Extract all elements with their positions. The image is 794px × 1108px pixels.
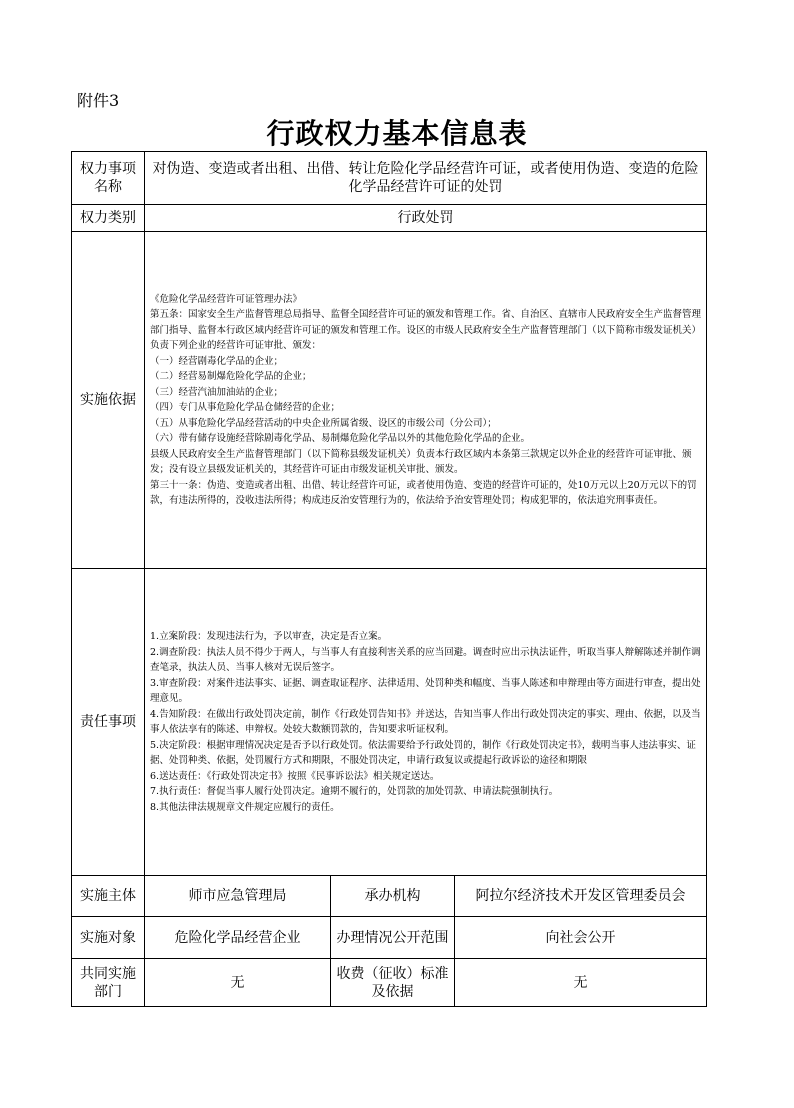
row-subject bbox=[72, 876, 707, 917]
page-title: 行政权力基本信息表 bbox=[266, 117, 528, 150]
disclosure-label: 办理情况公开范围 bbox=[331, 917, 455, 959]
basis-label: 实施依据 bbox=[72, 232, 145, 569]
joint-value: 无 bbox=[145, 959, 331, 1007]
basis-line: （二）经营易制爆危险化学品的企业； bbox=[150, 371, 312, 382]
fee-label: 收费（征收）标准及依据 bbox=[331, 959, 455, 1007]
basis-line: （三）经营汽油加油站的企业； bbox=[150, 386, 284, 398]
attachment-label: 附件3 bbox=[77, 91, 120, 110]
basis-line: （一）经营剧毒化学品的企业； bbox=[150, 355, 284, 367]
basis-line: （四）专门从事危险化学品仓储经营的企业； bbox=[150, 402, 341, 413]
category-label: 权力类别 bbox=[72, 205, 145, 232]
org-label: 承办机构 bbox=[331, 876, 455, 917]
responsibility-line: 3.审查阶段：对案件违法事实、证据、调查取证程序、法律适用、处罚种类和幅度、当事人陈述和申辩理由等方面进行审查，提出处理意见。 bbox=[150, 677, 701, 704]
item-name-label: 权力事项名称 bbox=[72, 152, 145, 205]
responsibility-line: 7.执行责任：督促当事人履行处罚决定。逾期不履行的，处罚款的加处罚款、申请法院强制执行。 bbox=[150, 786, 559, 797]
basis-line: 《危险化学品经营许可证管理办法》 bbox=[150, 293, 303, 305]
target-label: 实施对象 bbox=[72, 917, 145, 959]
joint-label: 共同实施部门 bbox=[72, 959, 145, 1007]
basis-content bbox=[145, 232, 707, 569]
responsibility-content bbox=[145, 569, 707, 876]
basis-line: 第五条：国家安全生产监督管理总局指导、监督全国经营许可证的颁发和管理工作。省、自治区、直辖市人民政府安全生产监督管理部门指导、监督本行政区域内经营许可证的颁发和管理工作。设区的市级人民政府安全生产监督管理部门（以下简称市级发证机关）负责下列企业的经营许可证审批、颁发： bbox=[150, 309, 702, 351]
basis-line: （六）带有储存设施经营除剧毒化学品、易制爆危险化学品以外的其他危险化学品的企业。 bbox=[150, 433, 531, 444]
subject-label: 实施主体 bbox=[72, 876, 145, 917]
row-joint bbox=[72, 959, 707, 1007]
responsibility-line: 1.立案阶段：发现违法行为，予以审查，决定是否立案。 bbox=[150, 631, 388, 642]
row-category bbox=[72, 205, 707, 232]
org-value: 阿拉尔经济技术开发区管理委员会 bbox=[455, 876, 707, 917]
basis-line: （五）从事危险化学品经营活动的中央企业所属省级、设区的市级公司（分公司）； bbox=[150, 417, 497, 429]
category-value: 行政处罚 bbox=[145, 205, 707, 232]
responsibility-line: 2.调查阶段：执法人员不得少于两人，与当事人有直接利害关系的应当回避。调查时应出示执法证件，听取当事人辩解陈述并制作调查笔录，执法人员、当事人核对无误后签字。 bbox=[150, 646, 701, 673]
responsibility-label: 责任事项 bbox=[72, 569, 145, 876]
responsibility-line: 8.其他法律法规规章文件规定应履行的责任。 bbox=[150, 801, 340, 813]
responsibility-line: 4.告知阶段：在做出行政处罚决定前，制作《行政处罚告知书》并送达，告知当事人作出行政处罚决定的事实、理由、依据，以及当事人依法享有的陈述、申辩权。处较大数额罚款的，告知要求听证权利。 bbox=[150, 708, 701, 735]
responsibility-line: 5.决定阶段：根据审理情况决定是否予以行政处罚。依法需要给予行政处罚的，制作《行政处罚决定书》，载明当事人违法事实、证据、处罚种类、依据，处罚履行方式和期限，不服处罚决定，申请行政复议或提起行政诉讼的途径和期限 bbox=[150, 739, 696, 766]
item-name-value: 对伪造、变造或者出租、出借、转让危险化学品经营许可证，或者使用伪造、变造的危险化学品经营许可证的处罚 bbox=[145, 152, 707, 205]
basis-line: 第三十一条：伪造、变造或者出租、出借、转让经营许可证，或者使用伪造、变造的经营许可证的，处10万元以上20万元以下的罚款，有违法所得的，没收违法所得；构成违反治安管理行为的，依法给予治安管理处罚；构成犯罪的，依法追究刑事责任。 bbox=[150, 479, 697, 506]
info-table bbox=[71, 151, 707, 1007]
target-value: 危险化学品经营企业 bbox=[145, 917, 331, 959]
row-responsibility bbox=[72, 569, 707, 876]
subject-value: 师市应急管理局 bbox=[145, 876, 331, 917]
basis-line: 县级人民政府安全生产监督管理部门（以下简称县级发证机关）负责本行政区域内本条第三款规定以外企业的经营许可证审批、颁发；没有设立县级发证机关的，其经营许可证由市级发证机关审批、颁发。 bbox=[150, 448, 692, 475]
row-item-name bbox=[72, 152, 707, 205]
disclosure-value: 向社会公开 bbox=[455, 917, 707, 959]
responsibility-line: 6.送达责任：《行政处罚决定书》按照《民事诉讼法》相关规定送达。 bbox=[150, 770, 440, 782]
row-target bbox=[72, 917, 707, 959]
fee-value: 无 bbox=[455, 959, 707, 1007]
row-basis bbox=[72, 232, 707, 569]
